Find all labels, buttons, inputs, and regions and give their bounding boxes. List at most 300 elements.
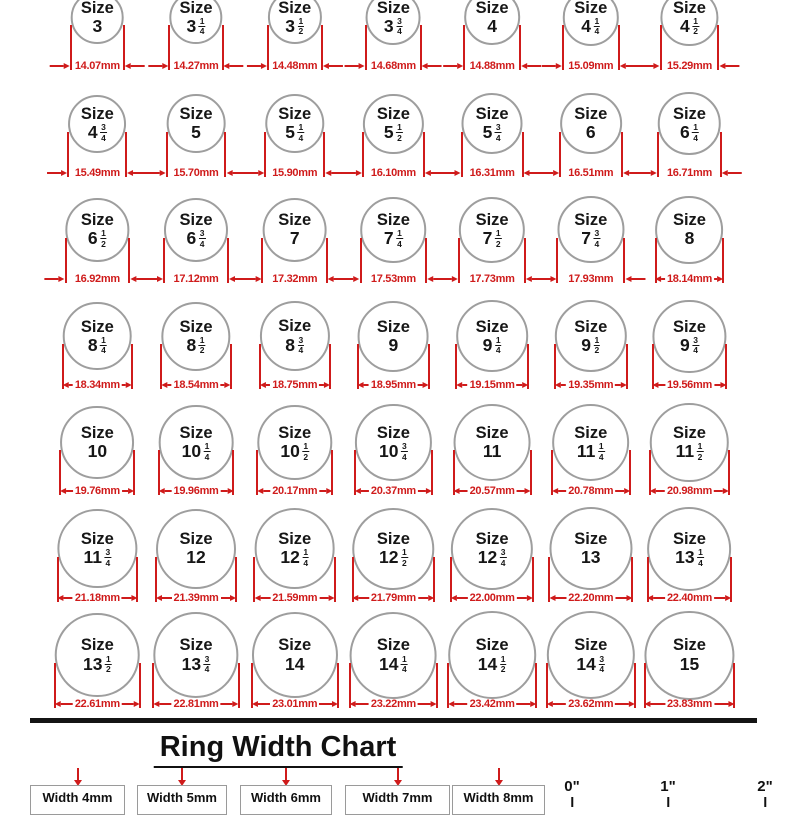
- ring-size-value: 14: [379, 653, 399, 674]
- ring-size-cell: [640, 73, 739, 179]
- dimension-line: [162, 597, 172, 599]
- ring-size-word: Size: [475, 423, 509, 442]
- ring-size-word: Size: [179, 0, 213, 17]
- dimension-label-row: [454, 484, 531, 498]
- arrow-right-icon: [326, 488, 332, 494]
- fraction-denominator: 4: [495, 132, 501, 143]
- ring-size-cell: [147, 180, 246, 286]
- ring-size-number: [581, 17, 600, 36]
- ring-size-number: [483, 442, 502, 461]
- ring-size-cell: [147, 605, 246, 711]
- dimension-line: [651, 703, 665, 705]
- outside-arrow-right-icon: [127, 170, 147, 176]
- ring-size-fraction: [302, 442, 309, 461]
- diameter-mm-label: 18.75mm: [272, 379, 318, 392]
- ring-size-number: [680, 655, 699, 674]
- ring-size-cell: [48, 605, 147, 711]
- ring-size-number: [182, 655, 211, 674]
- arrow-right-icon: [227, 488, 233, 494]
- ring-circle: [60, 406, 134, 480]
- ring-circle: [268, 0, 322, 44]
- dimension-line: [615, 597, 626, 599]
- fraction-numerator: 1: [402, 653, 407, 664]
- dimension-line: [615, 490, 623, 492]
- ring-size-word: Size: [278, 211, 312, 230]
- ring-size-number: [379, 548, 408, 567]
- ring-size-fraction: [401, 442, 408, 461]
- diameter-mm-label: 14.48mm: [272, 60, 318, 73]
- ring-size-number: [487, 17, 497, 36]
- diameter-mm-label: 15.49mm: [74, 166, 120, 179]
- ring-size-value: 3: [285, 15, 295, 36]
- ring-size-word: Size: [376, 530, 410, 549]
- diameter-mm-label: 14.07mm: [74, 60, 120, 73]
- ring-size-word: Size: [376, 0, 410, 17]
- fraction-numerator: 1: [495, 334, 501, 345]
- dimension-line: [654, 597, 665, 599]
- down-arrow-icon: [282, 768, 290, 786]
- ring-size-word: Size: [574, 530, 608, 549]
- diameter-mm-label: 23.62mm: [568, 698, 614, 711]
- outside-arrow-right-icon: [125, 63, 145, 69]
- fraction-denominator: 4: [495, 345, 501, 356]
- ring-size-cell: [541, 605, 640, 711]
- dimension-label-row: [560, 166, 622, 180]
- fraction-numerator: 1: [397, 122, 402, 133]
- ring-circle: [451, 508, 533, 590]
- ring-size-word: Size: [475, 636, 509, 655]
- diameter-mm-label: 19.35mm: [568, 379, 614, 392]
- ring-size-cell: [443, 73, 542, 179]
- ring-circle: [454, 404, 531, 481]
- ring-circle: [661, 0, 718, 46]
- ring-size-number: [191, 123, 201, 142]
- dimension-line: [61, 703, 73, 705]
- outside-arrow-right-icon: [722, 170, 742, 176]
- ring-size-fraction: [495, 336, 502, 355]
- ring-size-number: [187, 229, 206, 248]
- dimension-label-row: [153, 697, 238, 711]
- outside-arrow-left-icon: [148, 63, 168, 69]
- ring-size-word: Size: [278, 0, 312, 17]
- dimension-line: [122, 703, 134, 705]
- ring-size-value: 7: [482, 228, 493, 249]
- fraction-denominator: 4: [397, 238, 402, 249]
- ring-size-value: 4: [581, 15, 592, 36]
- ring-size-fraction: [100, 123, 107, 142]
- dimension-line: [64, 597, 73, 599]
- ring-size-value: 5: [383, 122, 394, 143]
- dimension-label-row: [464, 59, 520, 73]
- dimension-label-row: [63, 378, 132, 392]
- ring-size-number: [88, 229, 107, 248]
- ring-size-number: [186, 548, 205, 567]
- arrow-right-icon: [527, 595, 533, 601]
- ring-size-word: Size: [574, 0, 608, 17]
- ring-size-fraction: [598, 442, 605, 461]
- dimension-line: [714, 490, 723, 492]
- ring-size-grid: [48, 0, 739, 711]
- ring-size-number: [187, 17, 206, 36]
- ring-size-value: 9: [388, 334, 399, 355]
- ring-size-value: 14: [576, 653, 596, 674]
- dimension-label-row: [456, 378, 528, 392]
- outside-arrow-left-icon: [539, 170, 559, 176]
- dimension-line: [221, 703, 233, 705]
- dimension-line: [517, 597, 528, 599]
- diameter-mm-label: 17.73mm: [469, 272, 515, 285]
- ring-size-fraction: [396, 229, 403, 248]
- ring-size-value: 5: [285, 122, 295, 143]
- ring-circle: [71, 0, 124, 44]
- ring-size-fraction: [594, 229, 601, 248]
- fraction-numerator: 1: [101, 228, 106, 239]
- ring-width-box: Width 5mm: [137, 785, 227, 815]
- ring-size-cell: [640, 180, 739, 286]
- ring-size-fraction: [105, 655, 112, 674]
- dimension-line: [418, 597, 428, 599]
- diameter-mm-label: 23.83mm: [666, 698, 712, 711]
- ring-size-word: Size: [672, 211, 706, 230]
- ring-size-number: [478, 655, 507, 674]
- fraction-numerator: 1: [298, 122, 304, 133]
- fraction-denominator: 2: [402, 557, 407, 568]
- ruler-tick: [571, 797, 573, 807]
- ring-size-cell: [344, 605, 443, 711]
- ring-size-number: [581, 229, 600, 248]
- diameter-mm-label: 18.54mm: [173, 379, 219, 392]
- ring-size-cell: [48, 286, 147, 392]
- ring-size-number: [92, 17, 102, 36]
- dimension-line: [122, 597, 131, 599]
- fraction-numerator: 1: [693, 15, 698, 26]
- ring-size-fraction: [396, 123, 403, 142]
- dimension-line: [517, 703, 530, 705]
- arrow-right-icon: [426, 488, 432, 494]
- ring-size-fraction: [204, 655, 211, 674]
- ring-size-word: Size: [475, 104, 509, 123]
- ruler-mark: [564, 779, 579, 807]
- ring-size-value: 12: [186, 547, 206, 568]
- dimension-label-row: [549, 591, 632, 605]
- ring-size-fraction: [692, 17, 699, 36]
- outside-arrow-left-icon: [45, 276, 65, 282]
- ring-size-word: Size: [80, 104, 114, 123]
- ring-size-word: Size: [278, 636, 312, 655]
- dimension-line: [454, 703, 467, 705]
- diameter-mm-label: 21.79mm: [370, 591, 416, 604]
- dimension-label-row: [260, 378, 330, 392]
- fraction-denominator: 4: [204, 664, 210, 675]
- arrow-right-icon: [324, 382, 330, 388]
- ring-size-value: 3: [92, 15, 103, 36]
- dimension-label-row: [268, 59, 322, 73]
- ring-size-number: [384, 123, 403, 142]
- ring-size-word: Size: [376, 104, 410, 123]
- ring-size-word: Size: [80, 317, 114, 336]
- ring-size-number: [83, 655, 112, 674]
- outside-arrow-left-icon: [342, 170, 362, 176]
- ring-size-number: [182, 442, 211, 461]
- diameter-mm-label: 14.68mm: [370, 60, 416, 73]
- dimension-label-row: [262, 272, 327, 286]
- dimension-label-row: [358, 378, 429, 392]
- ring-size-cell: [48, 392, 147, 498]
- diameter-mm-label: 16.71mm: [666, 166, 712, 179]
- diameter-mm-label: 18.95mm: [370, 379, 416, 392]
- arrow-right-icon: [725, 595, 731, 601]
- dimension-line: [359, 597, 369, 599]
- diameter-mm-label: 21.59mm: [272, 591, 318, 604]
- ring-size-number: [88, 123, 107, 142]
- outside-arrow-left-icon: [438, 276, 458, 282]
- ring-size-fraction: [495, 123, 502, 142]
- ring-size-value: 11: [675, 440, 695, 461]
- ring-size-value: 6: [679, 122, 690, 143]
- ring-size-cell: [48, 180, 147, 286]
- fraction-numerator: 3: [495, 122, 501, 133]
- ring-circle: [656, 196, 724, 264]
- fraction-denominator: 2: [594, 345, 600, 356]
- ring-size-word: Size: [80, 636, 114, 655]
- ring-circle: [361, 197, 427, 263]
- ring-circle: [650, 403, 728, 481]
- ring-width-box: Width 8mm: [452, 785, 545, 815]
- ring-size-word: Size: [672, 636, 706, 655]
- ring-size-number: [88, 442, 107, 461]
- fraction-denominator: 4: [298, 132, 304, 143]
- ring-size-fraction: [500, 655, 507, 674]
- diameter-mm-label: 23.01mm: [272, 698, 318, 711]
- arrow-right-icon: [329, 595, 335, 601]
- diameter-mm-label: 17.12mm: [173, 272, 219, 285]
- ring-size-value: 11: [576, 440, 596, 461]
- diameter-mm-label: 18.14mm: [666, 272, 712, 285]
- outside-arrow-left-icon: [345, 63, 365, 69]
- ring-size-number: [483, 123, 502, 142]
- fraction-numerator: 1: [693, 122, 698, 133]
- dimension-line: [460, 490, 468, 492]
- fraction-denominator: 4: [303, 557, 309, 568]
- ruler-inch-label: 0": [564, 778, 580, 796]
- ring-circle: [549, 507, 632, 590]
- dimension-line: [263, 490, 270, 492]
- ring-size-value: 15: [679, 653, 700, 674]
- dimension-label-row: [552, 484, 630, 498]
- fraction-numerator: 1: [303, 441, 309, 452]
- outside-arrow-right-icon: [224, 63, 244, 69]
- ring-size-fraction: [297, 336, 304, 355]
- ring-size-fraction: [204, 442, 211, 461]
- fraction-denominator: 4: [698, 557, 703, 568]
- ring-circle: [560, 93, 622, 155]
- ring-size-number: [675, 548, 704, 567]
- ring-size-cell: [640, 286, 739, 392]
- arrow-right-icon: [530, 701, 536, 707]
- outside-arrow-left-icon: [146, 170, 166, 176]
- arrow-right-icon: [428, 595, 434, 601]
- ring-width-box: Width 7mm: [345, 785, 450, 815]
- dimension-label-row: [648, 591, 732, 605]
- outside-arrow-left-icon: [247, 63, 267, 69]
- dimension-label-row: [68, 166, 126, 180]
- ring-circle: [658, 92, 720, 154]
- ring-size-cell: [443, 286, 542, 392]
- ruler-mark: [660, 779, 675, 807]
- dimension-label-row: [658, 166, 720, 180]
- ring-size-cell: [443, 392, 542, 498]
- ring-size-fraction: [594, 336, 601, 355]
- ring-size-number: [379, 655, 408, 674]
- dimension-label-row: [448, 697, 536, 711]
- diameter-mm-label: 22.00mm: [469, 591, 515, 604]
- fraction-denominator: 2: [303, 451, 309, 462]
- fraction-denominator: 4: [402, 451, 407, 462]
- dimension-label-row: [60, 484, 134, 498]
- dimension-label-row: [459, 272, 525, 286]
- diameter-mm-label: 14.88mm: [469, 60, 515, 73]
- ring-size-cell: [48, 498, 147, 604]
- diameter-mm-label: 15.29mm: [666, 60, 712, 73]
- diameter-mm-label: 21.18mm: [74, 591, 120, 604]
- dimension-label-row: [265, 166, 324, 180]
- ring-circle: [350, 612, 437, 699]
- ring-circle: [167, 94, 226, 153]
- ring-size-cell: [48, 0, 147, 73]
- ring-circle: [164, 198, 228, 262]
- dimension-label-row: [167, 166, 226, 180]
- fraction-numerator: 1: [397, 228, 402, 239]
- dimension-label-row: [353, 591, 434, 605]
- ring-size-value: 3: [186, 15, 197, 36]
- outside-arrow-left-icon: [443, 63, 463, 69]
- dimension-label-row: [557, 272, 624, 286]
- ring-size-fraction: [697, 548, 704, 567]
- ring-circle: [153, 612, 238, 697]
- ring-size-word: Size: [672, 423, 706, 442]
- ring-size-cell: [443, 498, 542, 604]
- ring-size-cell: [344, 180, 443, 286]
- ring-circle: [555, 300, 627, 372]
- fraction-numerator: 1: [105, 653, 111, 664]
- ring-size-word: Size: [278, 317, 312, 336]
- ring-size-fraction: [396, 17, 403, 36]
- ring-circle: [358, 301, 429, 372]
- ring-size-cell: [344, 0, 443, 73]
- ring-size-cell: [541, 73, 640, 179]
- ring-size-number: [285, 17, 304, 36]
- ring-size-value: 4: [679, 15, 690, 36]
- fraction-denominator: 2: [500, 664, 506, 675]
- dimension-label-row: [451, 591, 533, 605]
- ring-size-word: Size: [179, 636, 213, 655]
- ruler-inch-label: 2": [757, 778, 773, 796]
- dimension-label-row: [361, 272, 427, 286]
- dimension-line: [714, 597, 725, 599]
- ring-size-word: Size: [475, 0, 509, 17]
- dimension-label-row: [58, 591, 137, 605]
- ring-size-value: 13: [581, 547, 601, 568]
- ring-size-cell: [245, 392, 344, 498]
- ring-size-value: 6: [186, 228, 197, 249]
- ring-size-number: [586, 123, 596, 142]
- ring-size-number: [676, 442, 704, 461]
- ring-circle: [448, 611, 536, 699]
- ring-size-fraction: [495, 229, 502, 248]
- ring-size-word: Size: [179, 317, 213, 336]
- ring-circle: [156, 509, 236, 589]
- arrow-right-icon: [717, 276, 723, 282]
- ring-circle: [159, 405, 234, 480]
- dimension-line: [319, 597, 329, 599]
- fraction-numerator: 1: [199, 334, 205, 345]
- dimension-line: [418, 703, 431, 705]
- ring-size-cell: [640, 392, 739, 498]
- fraction-numerator: 3: [204, 653, 210, 664]
- fraction-denominator: 4: [298, 345, 304, 356]
- fraction-denominator: 4: [693, 345, 698, 356]
- ring-circle: [169, 0, 222, 44]
- ring-size-value: 10: [280, 440, 300, 461]
- ring-circle: [58, 509, 137, 588]
- ring-size-number: [577, 442, 605, 461]
- ring-circle: [462, 93, 523, 154]
- fraction-denominator: 2: [397, 132, 402, 143]
- fraction-numerator: 3: [594, 228, 600, 239]
- dimension-label-row: [161, 378, 230, 392]
- diameter-mm-label: 17.32mm: [272, 272, 318, 285]
- diameter-mm-label: 14.27mm: [173, 60, 219, 73]
- ring-circle: [68, 95, 126, 153]
- ring-size-number: [285, 336, 304, 355]
- ring-size-word: Size: [80, 423, 114, 442]
- diameter-mm-label: 23.22mm: [370, 698, 416, 711]
- diameter-mm-label: 22.81mm: [173, 698, 219, 711]
- ring-circle: [353, 508, 434, 589]
- ring-size-cell: [245, 605, 344, 711]
- ring-size-value: 11: [482, 440, 502, 461]
- ring-circle: [252, 612, 338, 698]
- fraction-denominator: 2: [105, 664, 111, 675]
- outside-arrow-left-icon: [542, 63, 562, 69]
- diameter-mm-label: 22.40mm: [666, 591, 712, 604]
- ring-size-cell: [640, 0, 739, 73]
- dimension-label-row: [252, 697, 338, 711]
- fraction-numerator: 3: [105, 547, 111, 558]
- dimension-line: [553, 703, 567, 705]
- ring-size-value: 8: [87, 334, 98, 355]
- ring-size-number: [280, 548, 309, 567]
- ring-size-word: Size: [179, 423, 213, 442]
- ring-size-value: 7: [289, 228, 300, 249]
- ring-width-chart-title: Ring Width Chart: [154, 732, 403, 767]
- ring-size-value: 9: [679, 334, 690, 355]
- ring-size-number: [483, 336, 502, 355]
- ring-size-value: 12: [379, 547, 399, 568]
- dimension-label-row: [55, 697, 140, 711]
- ring-size-value: 13: [181, 653, 202, 674]
- ring-size-value: 4: [487, 15, 497, 36]
- ring-circle: [257, 405, 332, 480]
- ring-size-value: 8: [186, 334, 197, 355]
- dimension-label-row: [363, 166, 423, 180]
- outside-arrow-left-icon: [47, 170, 67, 176]
- ring-size-word: Size: [278, 104, 312, 123]
- fraction-numerator: 3: [500, 547, 506, 558]
- diameter-mm-label: 16.31mm: [469, 166, 515, 179]
- ring-size-word: Size: [278, 530, 312, 549]
- ring-size-number: [384, 229, 403, 248]
